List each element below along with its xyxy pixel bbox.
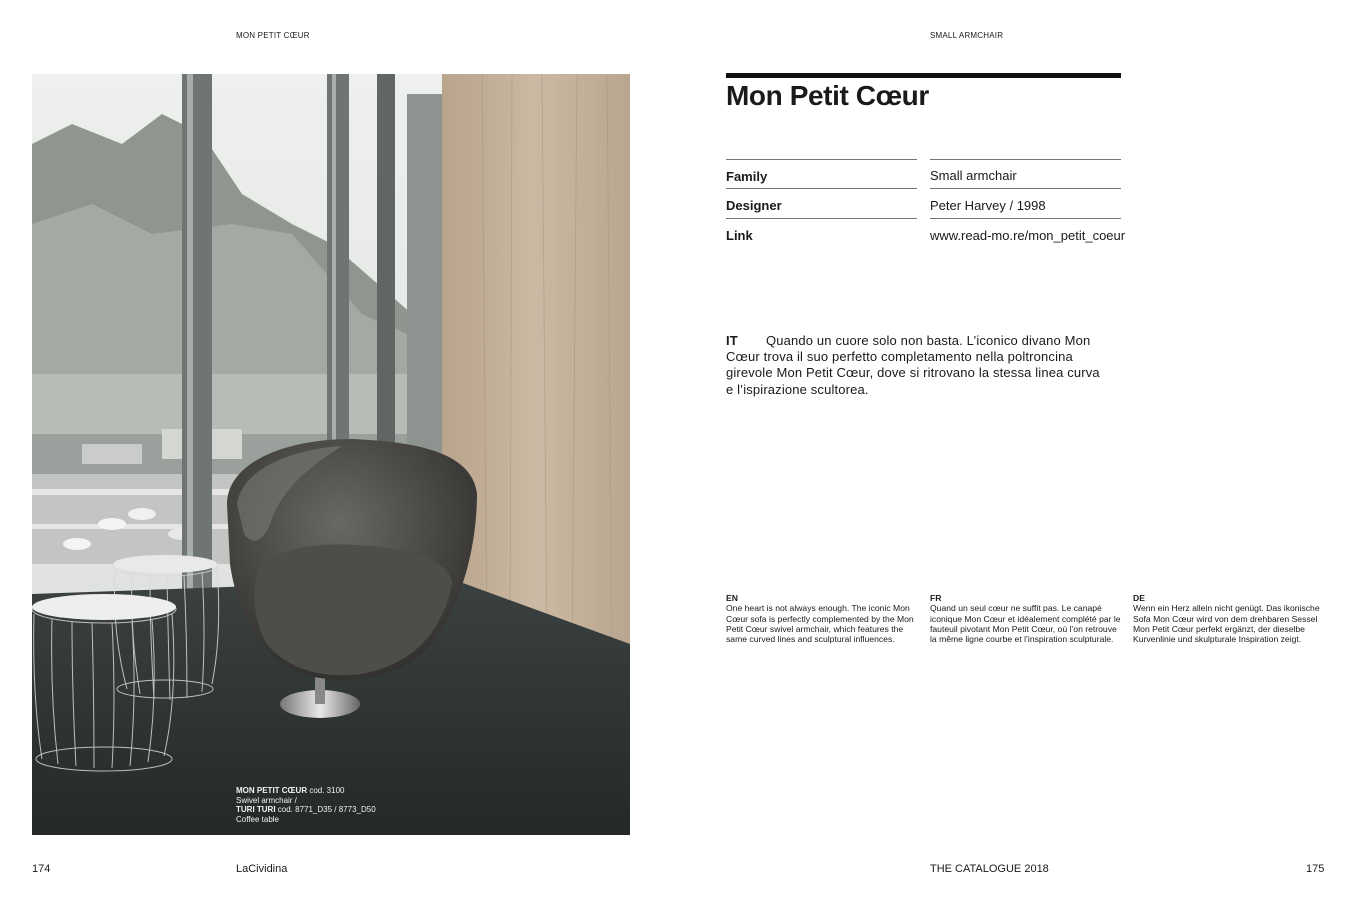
- running-title-right: SMALL ARMCHAIR: [930, 31, 1004, 40]
- page-number-left: 174: [32, 863, 51, 875]
- description-de-text: Wenn ein Herz allein nicht genügt. Das ikonische Sofa Mon Cœur wird von dem drehbaren Sessel Mon Petit Cœur perfekt ergänzt, der dieselbe Kurvenlinie und skulpturale Inspiration zeigt.: [1133, 603, 1320, 645]
- page-number-right: 175: [1306, 863, 1325, 875]
- caption-product-name: MON PETIT CŒUR: [236, 786, 308, 795]
- title-rule: [726, 73, 1121, 78]
- spec-divider: [930, 159, 1121, 160]
- spec-label-designer: Designer: [726, 198, 782, 213]
- lang-label-en: EN: [726, 593, 738, 603]
- caption-table-name: TURI TURI: [236, 805, 276, 814]
- description-fr-text: Quand un seul cœur ne suffit pas. Le canapé iconique Mon Cœur et idéalement complété par le fauteuil pivotant Mon Petit Cœur, où l’on retrouve la même ligne courbe et l’inspiration sculpturale.: [930, 603, 1121, 645]
- spec-label-family: Family: [726, 169, 768, 184]
- publication-title: THE CATALOGUE 2018: [930, 863, 1049, 875]
- brand-name: LaCividina: [236, 863, 288, 875]
- spec-divider: [930, 218, 1121, 219]
- spec-divider: [930, 188, 1121, 189]
- spec-value-link[interactable]: www.read-mo.re/mon_petit_coeur: [930, 228, 1126, 243]
- description-it-text: Quando un cuore solo non basta. L’iconico divano Mon Cœur trova il suo perfetto completamento nella poltroncina girevole Mon Petit Cœur, dove si ritrovano la stessa linea curva e l’ispirazione scultorea.: [726, 333, 1100, 397]
- caption-table-type: Coffee table: [236, 814, 279, 824]
- photo-caption: [236, 786, 376, 824]
- spec-label-link: Link: [726, 228, 753, 243]
- description-it: [726, 333, 1106, 398]
- product-photo: [32, 74, 630, 835]
- spec-value-family: Small armchair: [930, 168, 1017, 183]
- caption-table-code: cod. 8771_D35 / 8773_D50: [275, 805, 376, 814]
- spec-value-designer: Peter Harvey / 1998: [930, 198, 1046, 213]
- armchair-scene-illustration: [32, 74, 630, 835]
- description-en: [726, 593, 918, 644]
- description-de: [1133, 593, 1323, 644]
- lang-label-it: IT: [726, 333, 738, 348]
- lang-label-de: DE: [1133, 593, 1145, 603]
- spec-divider: [726, 218, 917, 219]
- product-title: Mon Petit Cœur: [726, 80, 929, 111]
- spec-divider: [726, 188, 917, 189]
- description-fr: [930, 593, 1122, 644]
- caption-product-code: cod. 3100: [307, 786, 345, 795]
- description-en-text: One heart is not always enough. The iconic Mon Cœur sofa is perfectly complemented by the Mon Petit Cœur swivel armchair, which features the same curved lines and sculptural influences.: [726, 603, 914, 645]
- lang-label-fr: FR: [930, 593, 942, 603]
- caption-product-type: Swivel armchair /: [236, 795, 297, 805]
- running-title-left: MON PETIT CŒUR: [236, 31, 310, 40]
- spec-divider: [726, 159, 917, 160]
